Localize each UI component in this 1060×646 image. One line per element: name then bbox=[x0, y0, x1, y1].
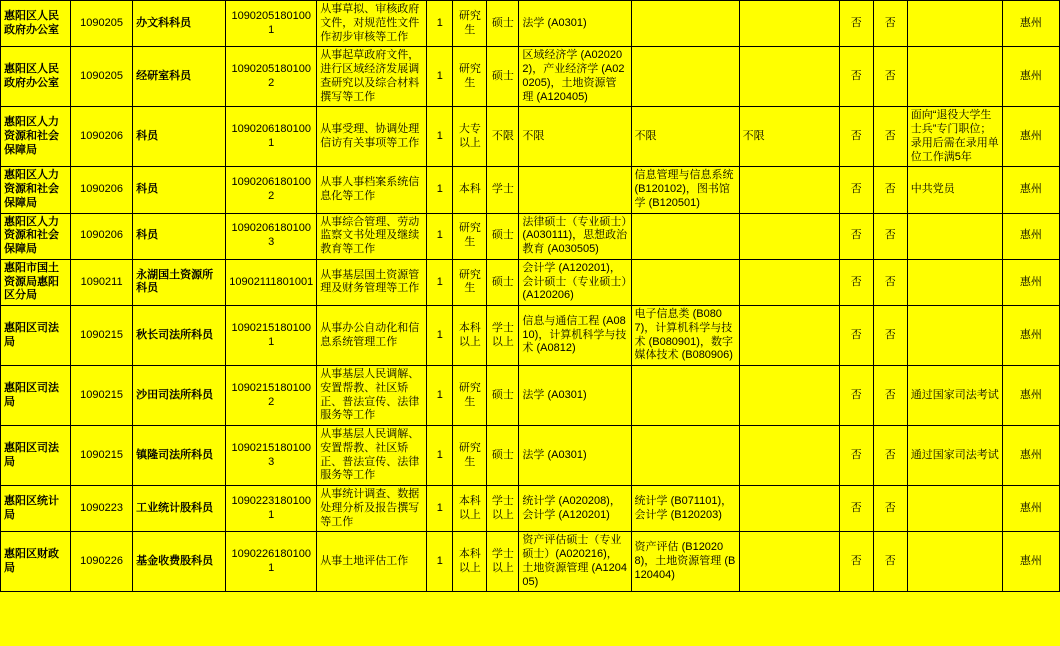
cell-job-description: 从事基层人民调解、安置帮教、社区矫正、普法宣传、法律服务等工作 bbox=[317, 426, 427, 486]
cell-major-one: 信息与通信工程 (A0810)，计算机科学与技术 (A0812) bbox=[519, 306, 631, 366]
cell-education: 研究生 bbox=[453, 426, 487, 486]
cell-agency: 惠阳区统计局 bbox=[1, 486, 71, 532]
cell-position-code: 1090206 bbox=[71, 107, 133, 167]
cell-position-name: 科员 bbox=[133, 107, 226, 167]
cell-position-name: 工业统计股科员 bbox=[133, 486, 226, 532]
cell-position-code: 1090205 bbox=[71, 47, 133, 107]
cell-interview: 否 bbox=[839, 486, 873, 532]
cell-major-two bbox=[631, 213, 739, 259]
cell-location: 惠州 bbox=[1002, 366, 1059, 426]
cell-professional-test: 否 bbox=[873, 306, 907, 366]
cell-position-number: 10902061801002 bbox=[226, 167, 317, 213]
cell-professional-test: 否 bbox=[873, 167, 907, 213]
cell-interview: 否 bbox=[839, 167, 873, 213]
cell-count: 1 bbox=[427, 259, 453, 305]
cell-agency: 惠阳区司法局 bbox=[1, 366, 71, 426]
cell-major-two bbox=[631, 259, 739, 305]
cell-major-one bbox=[519, 167, 631, 213]
cell-other-conditions bbox=[739, 47, 839, 107]
cell-professional-test: 否 bbox=[873, 259, 907, 305]
cell-position-code: 1090205 bbox=[71, 1, 133, 47]
cell-agency: 惠阳区人力资源和社会保障局 bbox=[1, 167, 71, 213]
cell-location: 惠州 bbox=[1002, 213, 1059, 259]
cell-position-name: 沙田司法所科员 bbox=[133, 366, 226, 426]
cell-major-one: 法学 (A0301) bbox=[519, 1, 631, 47]
cell-other-conditions: 不限 bbox=[739, 107, 839, 167]
cell-major-two bbox=[631, 366, 739, 426]
cell-other-conditions bbox=[739, 213, 839, 259]
table-row bbox=[1, 486, 1060, 532]
cell-professional-test: 否 bbox=[873, 213, 907, 259]
cell-position-number: 10902231801001 bbox=[226, 486, 317, 532]
cell-position-name: 基金收费股科员 bbox=[133, 532, 226, 592]
cell-job-description: 从事草拟、审核政府文件，对规范性文件作初步审核等工作 bbox=[317, 1, 427, 47]
cell-position-number: 10902151801002 bbox=[226, 366, 317, 426]
table-body bbox=[1, 1, 1060, 592]
cell-education: 大专以上 bbox=[453, 107, 487, 167]
cell-position-code: 1090226 bbox=[71, 532, 133, 592]
cell-agency: 惠阳区司法局 bbox=[1, 426, 71, 486]
cell-other-conditions bbox=[739, 486, 839, 532]
table-row bbox=[1, 426, 1060, 486]
cell-professional-test: 否 bbox=[873, 107, 907, 167]
cell-position-code: 1090211 bbox=[71, 259, 133, 305]
cell-degree: 硕士 bbox=[487, 1, 519, 47]
cell-position-code: 1090206 bbox=[71, 167, 133, 213]
cell-other-conditions bbox=[739, 306, 839, 366]
cell-count: 1 bbox=[427, 486, 453, 532]
cell-count: 1 bbox=[427, 366, 453, 426]
cell-interview: 否 bbox=[839, 107, 873, 167]
cell-remark bbox=[907, 1, 1002, 47]
cell-job-description: 从事受理、协调处理信访有关事项等工作 bbox=[317, 107, 427, 167]
cell-count: 1 bbox=[427, 107, 453, 167]
cell-degree: 硕士 bbox=[487, 259, 519, 305]
cell-remark bbox=[907, 259, 1002, 305]
cell-degree: 学士以上 bbox=[487, 306, 519, 366]
cell-interview: 否 bbox=[839, 532, 873, 592]
cell-interview: 否 bbox=[839, 1, 873, 47]
cell-location: 惠州 bbox=[1002, 486, 1059, 532]
cell-major-two bbox=[631, 47, 739, 107]
cell-major-one: 资产评估硕士（专业硕士）(A020216)，土地资源管理 (A120405) bbox=[519, 532, 631, 592]
cell-education: 研究生 bbox=[453, 366, 487, 426]
cell-major-one: 不限 bbox=[519, 107, 631, 167]
cell-position-number: 10902111801001 bbox=[226, 259, 317, 305]
cell-degree: 硕士 bbox=[487, 426, 519, 486]
cell-degree: 学士以上 bbox=[487, 532, 519, 592]
table-row bbox=[1, 1, 1060, 47]
cell-count: 1 bbox=[427, 167, 453, 213]
cell-major-one: 法学 (A0301) bbox=[519, 426, 631, 486]
cell-other-conditions bbox=[739, 426, 839, 486]
cell-location: 惠州 bbox=[1002, 1, 1059, 47]
cell-job-description: 从事起草政府文件，进行区域经济发展调查研究以及综合材料撰写等工作 bbox=[317, 47, 427, 107]
cell-remark bbox=[907, 213, 1002, 259]
cell-major-one: 法学 (A0301) bbox=[519, 366, 631, 426]
cell-interview: 否 bbox=[839, 259, 873, 305]
cell-major-one: 区域经济学 (A020202)，产业经济学 (A020205)，土地资源管理 (A120405) bbox=[519, 47, 631, 107]
cell-job-description: 从事土地评估工作 bbox=[317, 532, 427, 592]
cell-position-number: 10902051801001 bbox=[226, 1, 317, 47]
cell-other-conditions bbox=[739, 366, 839, 426]
cell-major-two bbox=[631, 426, 739, 486]
cell-agency: 惠阳市国土资源局惠阳区分局 bbox=[1, 259, 71, 305]
cell-job-description: 从事基层国土资源管理及财务管理等工作 bbox=[317, 259, 427, 305]
cell-education: 研究生 bbox=[453, 47, 487, 107]
cell-location: 惠州 bbox=[1002, 532, 1059, 592]
cell-remark: 通过国家司法考试 bbox=[907, 366, 1002, 426]
cell-interview: 否 bbox=[839, 306, 873, 366]
cell-major-two: 资产评估 (B120208)，土地资源管理 (B120404) bbox=[631, 532, 739, 592]
cell-interview: 否 bbox=[839, 426, 873, 486]
cell-education: 本科 bbox=[453, 167, 487, 213]
cell-agency: 惠阳区人力资源和社会保障局 bbox=[1, 213, 71, 259]
cell-position-name: 永湖国土资源所科员 bbox=[133, 259, 226, 305]
cell-degree: 学士以上 bbox=[487, 486, 519, 532]
cell-agency: 惠阳区人民政府办公室 bbox=[1, 1, 71, 47]
cell-agency: 惠阳区人力资源和社会保障局 bbox=[1, 107, 71, 167]
cell-position-code: 1090215 bbox=[71, 426, 133, 486]
cell-education: 本科以上 bbox=[453, 532, 487, 592]
cell-job-description: 从事人事档案系统信息化等工作 bbox=[317, 167, 427, 213]
cell-position-code: 1090223 bbox=[71, 486, 133, 532]
cell-position-name: 秋长司法所科员 bbox=[133, 306, 226, 366]
cell-remark: 中共党员 bbox=[907, 167, 1002, 213]
cell-major-two: 信息管理与信息系统 (B120102)，图书馆学 (B120501) bbox=[631, 167, 739, 213]
table-row bbox=[1, 306, 1060, 366]
cell-remark: 面向“退役大学生士兵”专门职位；录用后需在录用单位工作满5年 bbox=[907, 107, 1002, 167]
cell-degree: 不限 bbox=[487, 107, 519, 167]
cell-job-description: 从事办公自动化和信息系统管理工作 bbox=[317, 306, 427, 366]
cell-degree: 硕士 bbox=[487, 47, 519, 107]
cell-education: 本科以上 bbox=[453, 486, 487, 532]
table-row bbox=[1, 167, 1060, 213]
cell-location: 惠州 bbox=[1002, 107, 1059, 167]
cell-position-name: 科员 bbox=[133, 213, 226, 259]
table-row bbox=[1, 259, 1060, 305]
cell-position-number: 10902051801002 bbox=[226, 47, 317, 107]
cell-education: 本科以上 bbox=[453, 306, 487, 366]
cell-agency: 惠阳区司法局 bbox=[1, 306, 71, 366]
cell-position-number: 10902151801003 bbox=[226, 426, 317, 486]
table-row bbox=[1, 107, 1060, 167]
cell-position-number: 10902061801001 bbox=[226, 107, 317, 167]
table-row bbox=[1, 366, 1060, 426]
cell-location: 惠州 bbox=[1002, 167, 1059, 213]
cell-professional-test: 否 bbox=[873, 366, 907, 426]
cell-job-description: 从事统计调查、数据处理分析及报告撰写等工作 bbox=[317, 486, 427, 532]
cell-job-description: 从事综合管理、劳动监察文书处理及继续教育等工作 bbox=[317, 213, 427, 259]
cell-major-one: 统计学 (A020208)，会计学 (A120201) bbox=[519, 486, 631, 532]
cell-location: 惠州 bbox=[1002, 426, 1059, 486]
cell-position-name: 科员 bbox=[133, 167, 226, 213]
cell-degree: 学士 bbox=[487, 167, 519, 213]
cell-position-code: 1090215 bbox=[71, 306, 133, 366]
cell-position-code: 1090215 bbox=[71, 366, 133, 426]
cell-remark: 通过国家司法考试 bbox=[907, 426, 1002, 486]
cell-interview: 否 bbox=[839, 47, 873, 107]
cell-count: 1 bbox=[427, 532, 453, 592]
cell-position-name: 镇隆司法所科员 bbox=[133, 426, 226, 486]
cell-other-conditions bbox=[739, 1, 839, 47]
cell-other-conditions bbox=[739, 532, 839, 592]
cell-professional-test: 否 bbox=[873, 532, 907, 592]
cell-count: 1 bbox=[427, 47, 453, 107]
cell-professional-test: 否 bbox=[873, 1, 907, 47]
cell-education: 研究生 bbox=[453, 213, 487, 259]
cell-location: 惠州 bbox=[1002, 47, 1059, 107]
cell-remark bbox=[907, 486, 1002, 532]
cell-location: 惠州 bbox=[1002, 259, 1059, 305]
cell-position-name: 办文科科员 bbox=[133, 1, 226, 47]
table-row bbox=[1, 213, 1060, 259]
cell-degree: 硕士 bbox=[487, 213, 519, 259]
cell-education: 研究生 bbox=[453, 259, 487, 305]
cell-professional-test: 否 bbox=[873, 47, 907, 107]
cell-major-two: 统计学 (B071101)，会计学 (B120203) bbox=[631, 486, 739, 532]
cell-job-description: 从事基层人民调解、安置帮教、社区矫正、普法宣传、法律服务等工作 bbox=[317, 366, 427, 426]
cell-agency: 惠阳区人民政府办公室 bbox=[1, 47, 71, 107]
cell-position-number: 10902061801003 bbox=[226, 213, 317, 259]
cell-other-conditions bbox=[739, 259, 839, 305]
table-row bbox=[1, 532, 1060, 592]
cell-position-number: 10902261801001 bbox=[226, 532, 317, 592]
cell-count: 1 bbox=[427, 213, 453, 259]
cell-major-one: 会计学 (A120201)，会计硕士（专业硕士）(A120206) bbox=[519, 259, 631, 305]
cell-remark bbox=[907, 47, 1002, 107]
cell-remark bbox=[907, 306, 1002, 366]
table-row bbox=[1, 47, 1060, 107]
cell-major-one: 法律硕士（专业硕士）(A030111)，思想政治教育 (A030505) bbox=[519, 213, 631, 259]
cell-position-name: 经研室科员 bbox=[133, 47, 226, 107]
cell-major-two: 电子信息类 (B0807)，计算机科学与技术 (B080901)，数字媒体技术 (B080906) bbox=[631, 306, 739, 366]
cell-degree: 硕士 bbox=[487, 366, 519, 426]
cell-interview: 否 bbox=[839, 366, 873, 426]
cell-location: 惠州 bbox=[1002, 306, 1059, 366]
cell-count: 1 bbox=[427, 426, 453, 486]
cell-professional-test: 否 bbox=[873, 426, 907, 486]
cell-remark bbox=[907, 532, 1002, 592]
cell-major-two: 不限 bbox=[631, 107, 739, 167]
cell-position-code: 1090206 bbox=[71, 213, 133, 259]
cell-major-two bbox=[631, 1, 739, 47]
cell-professional-test: 否 bbox=[873, 486, 907, 532]
cell-count: 1 bbox=[427, 1, 453, 47]
cell-position-number: 10902151801001 bbox=[226, 306, 317, 366]
cell-agency: 惠阳区财政局 bbox=[1, 532, 71, 592]
cell-education: 研究生 bbox=[453, 1, 487, 47]
cell-other-conditions bbox=[739, 167, 839, 213]
cell-interview: 否 bbox=[839, 213, 873, 259]
cell-count: 1 bbox=[427, 306, 453, 366]
